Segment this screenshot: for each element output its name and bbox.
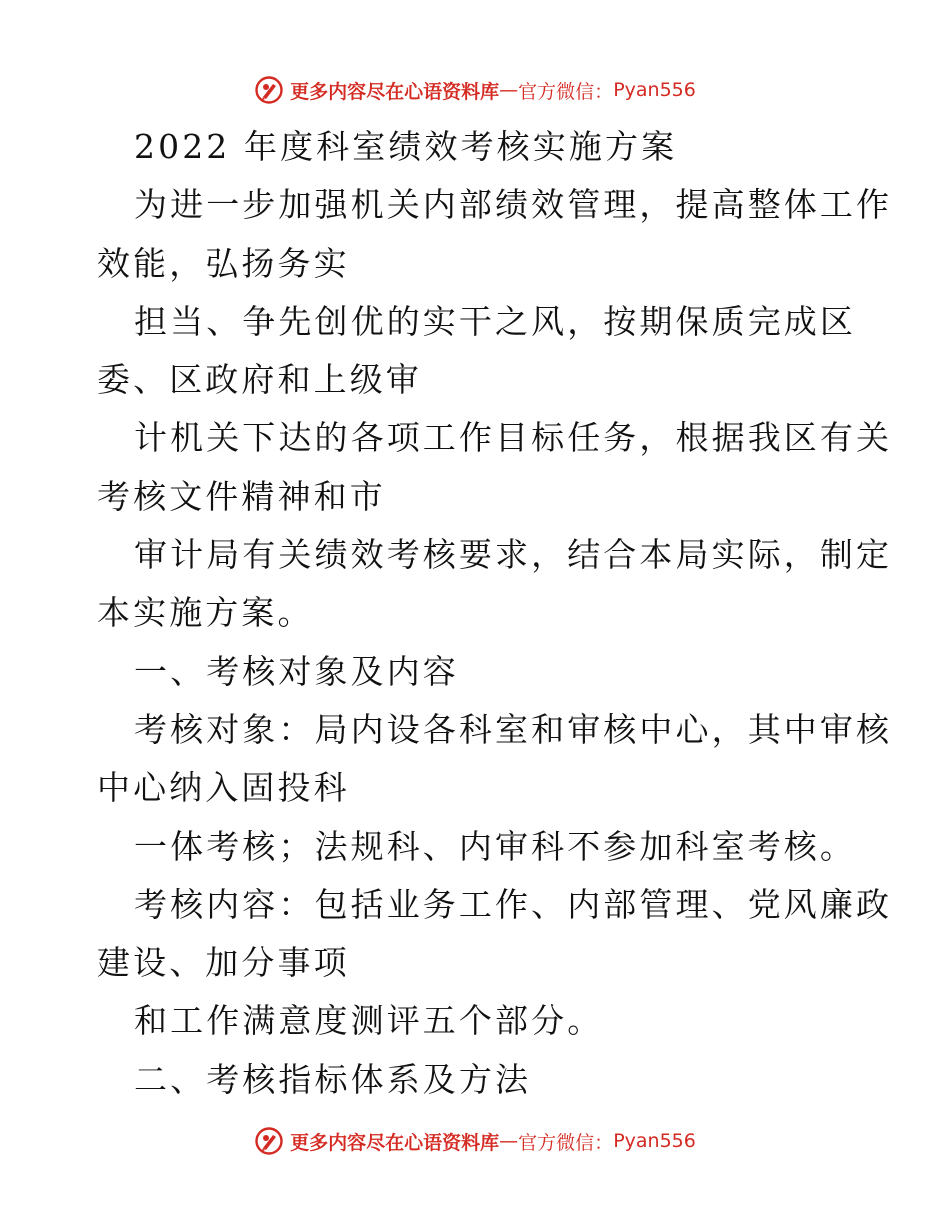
text-line: 担当、争先创优的实干之风，按期保质完成区 [134, 301, 856, 341]
text-line: 和工作满意度测评五个部分。 [134, 1001, 604, 1041]
document-body [97, 118, 893, 1109]
watermark-site-text: 更多内容尽在心语资料库 [290, 1131, 500, 1154]
text-line: 为进一步加强机关内部绩效管理，提高整体工作 [134, 185, 893, 225]
text-line: 一体考核；法规科、内审科不参加科室考核。 [134, 826, 856, 866]
watermark-site-text: 更多内容尽在心语资料库 [290, 80, 500, 103]
watermark-wechat-id: Pyan556 [613, 1130, 696, 1152]
text-line: 考核文件精神和市 [97, 476, 386, 516]
document-title: 2022 年度科室绩效考核实施方案 [134, 127, 678, 166]
watermark-wechat-id: Pyan556 [613, 79, 696, 101]
watermark-dash: — [499, 1130, 519, 1152]
text-line: 效能，弘扬务实 [97, 243, 350, 283]
pen-logo-icon [254, 75, 284, 105]
watermark-dash: — [499, 79, 519, 101]
watermark-wechat-label: 官方微信： [518, 80, 614, 103]
text-line: 一、考核对象及内容 [134, 651, 459, 691]
text-line: 二、考核指标体系及方法 [134, 1059, 532, 1099]
text-line: 考核对象：局内设各科室和审核中心，其中审核 [134, 709, 893, 749]
text-line: 中心纳入固投科 [97, 768, 350, 808]
text-line: 考核内容：包括业务工作、内部管理、党风廉政 [134, 884, 893, 924]
pen-logo-icon [254, 1126, 284, 1156]
text-line: 建设、加分事项 [97, 943, 350, 983]
text-line: 计机关下达的各项工作目标任务，根据我区有关 [134, 418, 893, 458]
watermark-wechat-label: 官方微信： [518, 1131, 614, 1154]
text-line: 委、区政府和上级审 [97, 360, 422, 400]
text-line: 本实施方案。 [97, 593, 314, 633]
text-line: 审计局有关绩效考核要求，结合本局实际，制定 [134, 535, 893, 575]
watermark-footer [0, 1121, 950, 1161]
watermark-header [0, 70, 950, 110]
